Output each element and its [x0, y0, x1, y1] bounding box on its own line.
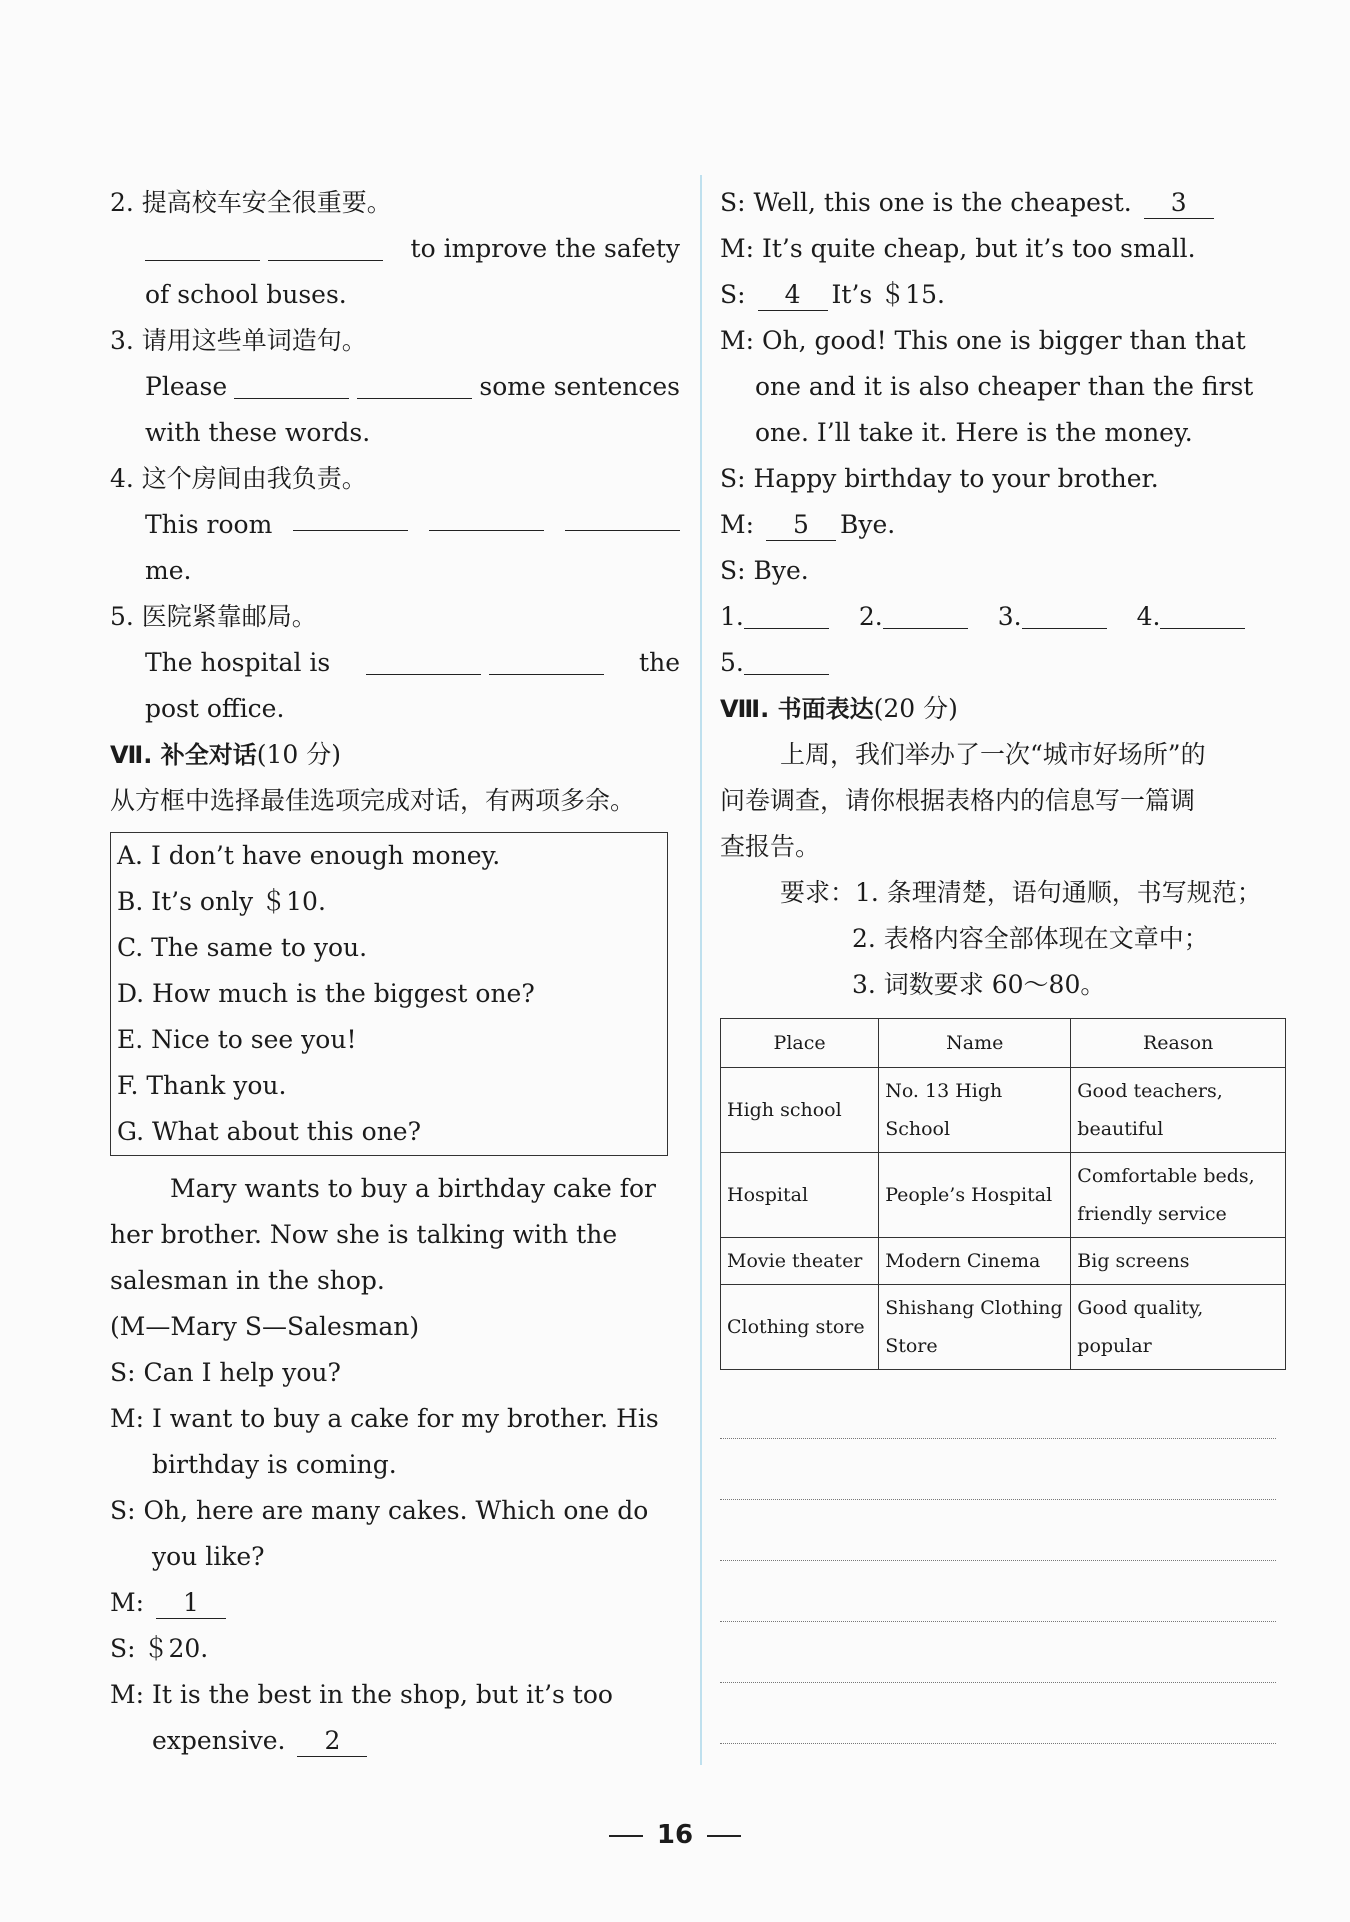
answer-label-3: 3. — [997, 602, 1022, 631]
dialog-line-r2: M: It’s quite cheap, but it’s too small. — [720, 234, 1196, 263]
section7-instruction: 从方框中选择最佳选项完成对话，有两项多余。 — [110, 786, 636, 815]
name-line-2: Store — [885, 1335, 938, 1357]
answer-label-2: 2. — [858, 602, 883, 631]
dialog-intro-2: her brother. Now she is talking with the — [110, 1220, 618, 1249]
q3-chinese: 3. 请用这些单词造句。 — [110, 326, 367, 355]
dialog-line-3: birthday is coming. — [152, 1450, 397, 1479]
option-c: C. The same to you. — [117, 933, 368, 962]
requirement-2: 2. 表格内容全部体现在文章中； — [852, 924, 1209, 953]
q5-blank-1[interactable] — [366, 646, 481, 675]
q4-english — [110, 502, 680, 548]
speaker-m: M: — [720, 510, 755, 539]
cell-reason: Good quality, popular — [1071, 1285, 1286, 1370]
cell-name: People’s Hospital — [879, 1153, 1071, 1238]
dialog-line-r1-text: S: Well, this one is the cheapest. — [720, 188, 1132, 217]
q3-blank-2[interactable] — [357, 370, 472, 399]
dialog-blank-2[interactable]: 2 — [297, 1726, 367, 1757]
dialog-line-4: S: Oh, here are many cakes. Which one do — [110, 1496, 649, 1525]
dialog-intro-1: Mary wants to buy a birthday cake for — [170, 1174, 656, 1203]
header-reason: Reason — [1071, 1019, 1286, 1068]
page-number — [0, 1820, 1350, 1850]
option-g: G. What about this one? — [117, 1117, 421, 1146]
q2-text: to improve the safety — [410, 234, 680, 263]
table-row — [721, 1153, 1286, 1238]
dialog-line-r3-tail: It’s ＄15. — [831, 280, 945, 309]
requirement-1: 要求：1. 条理清楚，语句通顺，书写规范； — [780, 878, 1262, 907]
writing-line[interactable] — [720, 1622, 1276, 1683]
cell-reason: Big screens — [1071, 1238, 1286, 1285]
dialog-line-r4: M: Oh, good! This one is bigger than that — [720, 326, 1246, 355]
dialog-blank-4[interactable]: 4 — [758, 280, 828, 311]
writing-area[interactable] — [720, 1378, 1300, 1744]
places-table — [720, 1018, 1286, 1370]
table-header-row — [721, 1019, 1286, 1068]
dialog-line-5: you like? — [152, 1542, 265, 1571]
dialog-line-r7: S: Happy birthday to your brother. — [720, 464, 1159, 493]
q5-head: The hospital is — [145, 648, 331, 677]
dialog-line-r3 — [720, 272, 1300, 318]
table-row — [721, 1068, 1286, 1153]
writing-line[interactable] — [720, 1439, 1276, 1500]
section7-score: (10 分) — [256, 740, 341, 769]
q4-head: This room — [145, 510, 273, 539]
q4-chinese: 4. 这个房间由我负责。 — [110, 464, 367, 493]
q3-head: Please — [145, 372, 228, 401]
section8-score: (20 分) — [873, 694, 958, 723]
dialog-line-6 — [110, 1580, 680, 1626]
answer-4 — [1137, 594, 1246, 640]
section7-title: Ⅶ. 补全对话 — [110, 741, 257, 769]
q4-blank-2[interactable] — [429, 502, 544, 531]
cell-reason — [1071, 1153, 1286, 1238]
answer-3 — [998, 594, 1107, 640]
q5-english — [110, 640, 680, 686]
cell-place: Clothing store — [721, 1285, 879, 1370]
cell-place: Hospital — [721, 1153, 879, 1238]
writing-line[interactable] — [720, 1561, 1276, 1622]
dialog-line-9 — [110, 1718, 680, 1764]
name-line-1: Shishang Clothing — [885, 1297, 1063, 1319]
dialog-line-r1 — [720, 180, 1300, 226]
dialog-line-r5: one and it is also cheaper than the first — [755, 372, 1254, 401]
q2-english — [110, 226, 680, 272]
section8-title: Ⅷ. 书面表达 — [720, 695, 874, 723]
q3-blank-1[interactable] — [234, 370, 349, 399]
cell-name: Modern Cinema — [879, 1238, 1071, 1285]
dialog-line-1: S: Can I help you? — [110, 1358, 341, 1387]
q2-blank-2[interactable] — [268, 232, 383, 261]
cell-place: Movie theater — [721, 1238, 879, 1285]
option-a: A. I don’t have enough money. — [117, 841, 501, 870]
dialog-blank-3[interactable]: 3 — [1144, 188, 1214, 219]
answer-1 — [720, 594, 829, 640]
writing-line[interactable] — [720, 1378, 1276, 1439]
section8-p1: 上周，我们举办了一次“城市好场所”的 — [780, 740, 1206, 769]
q4-blank-1[interactable] — [293, 502, 408, 531]
answer-blank-3[interactable] — [1022, 600, 1107, 629]
q2-english-cont: of school buses. — [145, 280, 347, 309]
q3-english-cont: with these words. — [145, 418, 371, 447]
option-d: D. How much is the biggest one? — [117, 979, 535, 1008]
reason-line-2: beautiful — [1077, 1118, 1164, 1140]
answer-blank-2[interactable] — [883, 600, 968, 629]
requirement-3: 3. 词数要求 60～80。 — [852, 970, 1106, 999]
dash-right — [707, 1835, 741, 1837]
header-name: Name — [879, 1019, 1071, 1068]
answer-5 — [720, 640, 829, 686]
dialog-roles: (M—Mary S—Salesman) — [110, 1312, 420, 1341]
dialog-line-9-text: expensive. — [152, 1726, 286, 1755]
answer-label-5: 5. — [720, 648, 744, 677]
q5-english-cont: post office. — [145, 694, 285, 723]
dialog-line-8: M: It is the best in the shop, but it’s too — [110, 1680, 613, 1709]
option-e: E. Nice to see you! — [117, 1025, 357, 1054]
dialog-line-r8-tail: Bye. — [839, 510, 896, 539]
cell-place: High school — [721, 1068, 879, 1153]
cell-name: No. 13 High School — [879, 1068, 1071, 1153]
reason-line-2: friendly service — [1077, 1203, 1227, 1225]
answer-blanks-row-2 — [720, 640, 1300, 686]
dialog-blank-5[interactable]: 5 — [766, 510, 836, 541]
q3-tail: some sentences — [479, 372, 680, 401]
writing-line[interactable] — [720, 1683, 1276, 1744]
answer-label-1: 1. — [720, 602, 744, 631]
table-row — [721, 1238, 1286, 1285]
dialog-line-r9: S: Bye. — [720, 556, 809, 585]
option-f: F. Thank you. — [117, 1071, 287, 1100]
option-b: B. It’s only ＄10. — [117, 887, 326, 916]
q2-chinese: 2. 提高校车安全很重要。 — [110, 188, 392, 217]
section8-p2: 问卷调查，请你根据表格内的信息写一篇调 — [720, 786, 1196, 815]
dialog-intro-3: salesman in the shop. — [110, 1266, 385, 1295]
page-number-text: 16 — [656, 1820, 694, 1850]
answer-2 — [859, 594, 968, 640]
dialog-line-2: M: I want to buy a cake for my brother. His — [110, 1404, 659, 1433]
reason-line-1: Good teachers, — [1077, 1080, 1223, 1102]
left-column — [110, 180, 680, 1764]
q4-blank-3[interactable] — [565, 502, 680, 531]
table-row — [721, 1285, 1286, 1370]
dialog-line-r6: one. I’ll take it. Here is the money. — [755, 418, 1193, 447]
section7-heading — [110, 732, 680, 778]
speaker-s: S: — [720, 280, 746, 309]
q5-blank-2[interactable] — [489, 646, 604, 675]
q3-english — [110, 364, 680, 410]
section8-p3: 查报告。 — [720, 832, 821, 861]
answer-label-4: 4. — [1136, 602, 1161, 631]
speaker-m: M: — [110, 1588, 145, 1617]
reason-line-1: Comfortable beds, — [1077, 1165, 1255, 1187]
column-divider — [700, 175, 702, 1765]
q4-english-cont: me. — [145, 556, 192, 585]
answer-blanks-row — [720, 594, 1300, 640]
dash-left — [609, 1835, 643, 1837]
cell-name — [879, 1285, 1071, 1370]
options-box — [110, 832, 668, 1156]
answer-blank-1[interactable] — [744, 600, 829, 629]
section8-heading — [720, 686, 1300, 732]
q5-tail: the — [639, 648, 680, 677]
answer-blank-4[interactable] — [1160, 600, 1245, 629]
dialog-blank-1[interactable]: 1 — [156, 1588, 226, 1619]
right-column — [720, 180, 1300, 1744]
dialog-line-7: S: ＄20. — [110, 1634, 209, 1663]
answer-blank-5[interactable] — [744, 646, 829, 675]
cell-reason — [1071, 1068, 1286, 1153]
dialog-line-r8 — [720, 502, 1300, 548]
q2-blank-1[interactable] — [145, 232, 260, 261]
header-place: Place — [721, 1019, 879, 1068]
q5-chinese: 5. 医院紧靠邮局。 — [110, 602, 317, 631]
writing-line[interactable] — [720, 1500, 1276, 1561]
